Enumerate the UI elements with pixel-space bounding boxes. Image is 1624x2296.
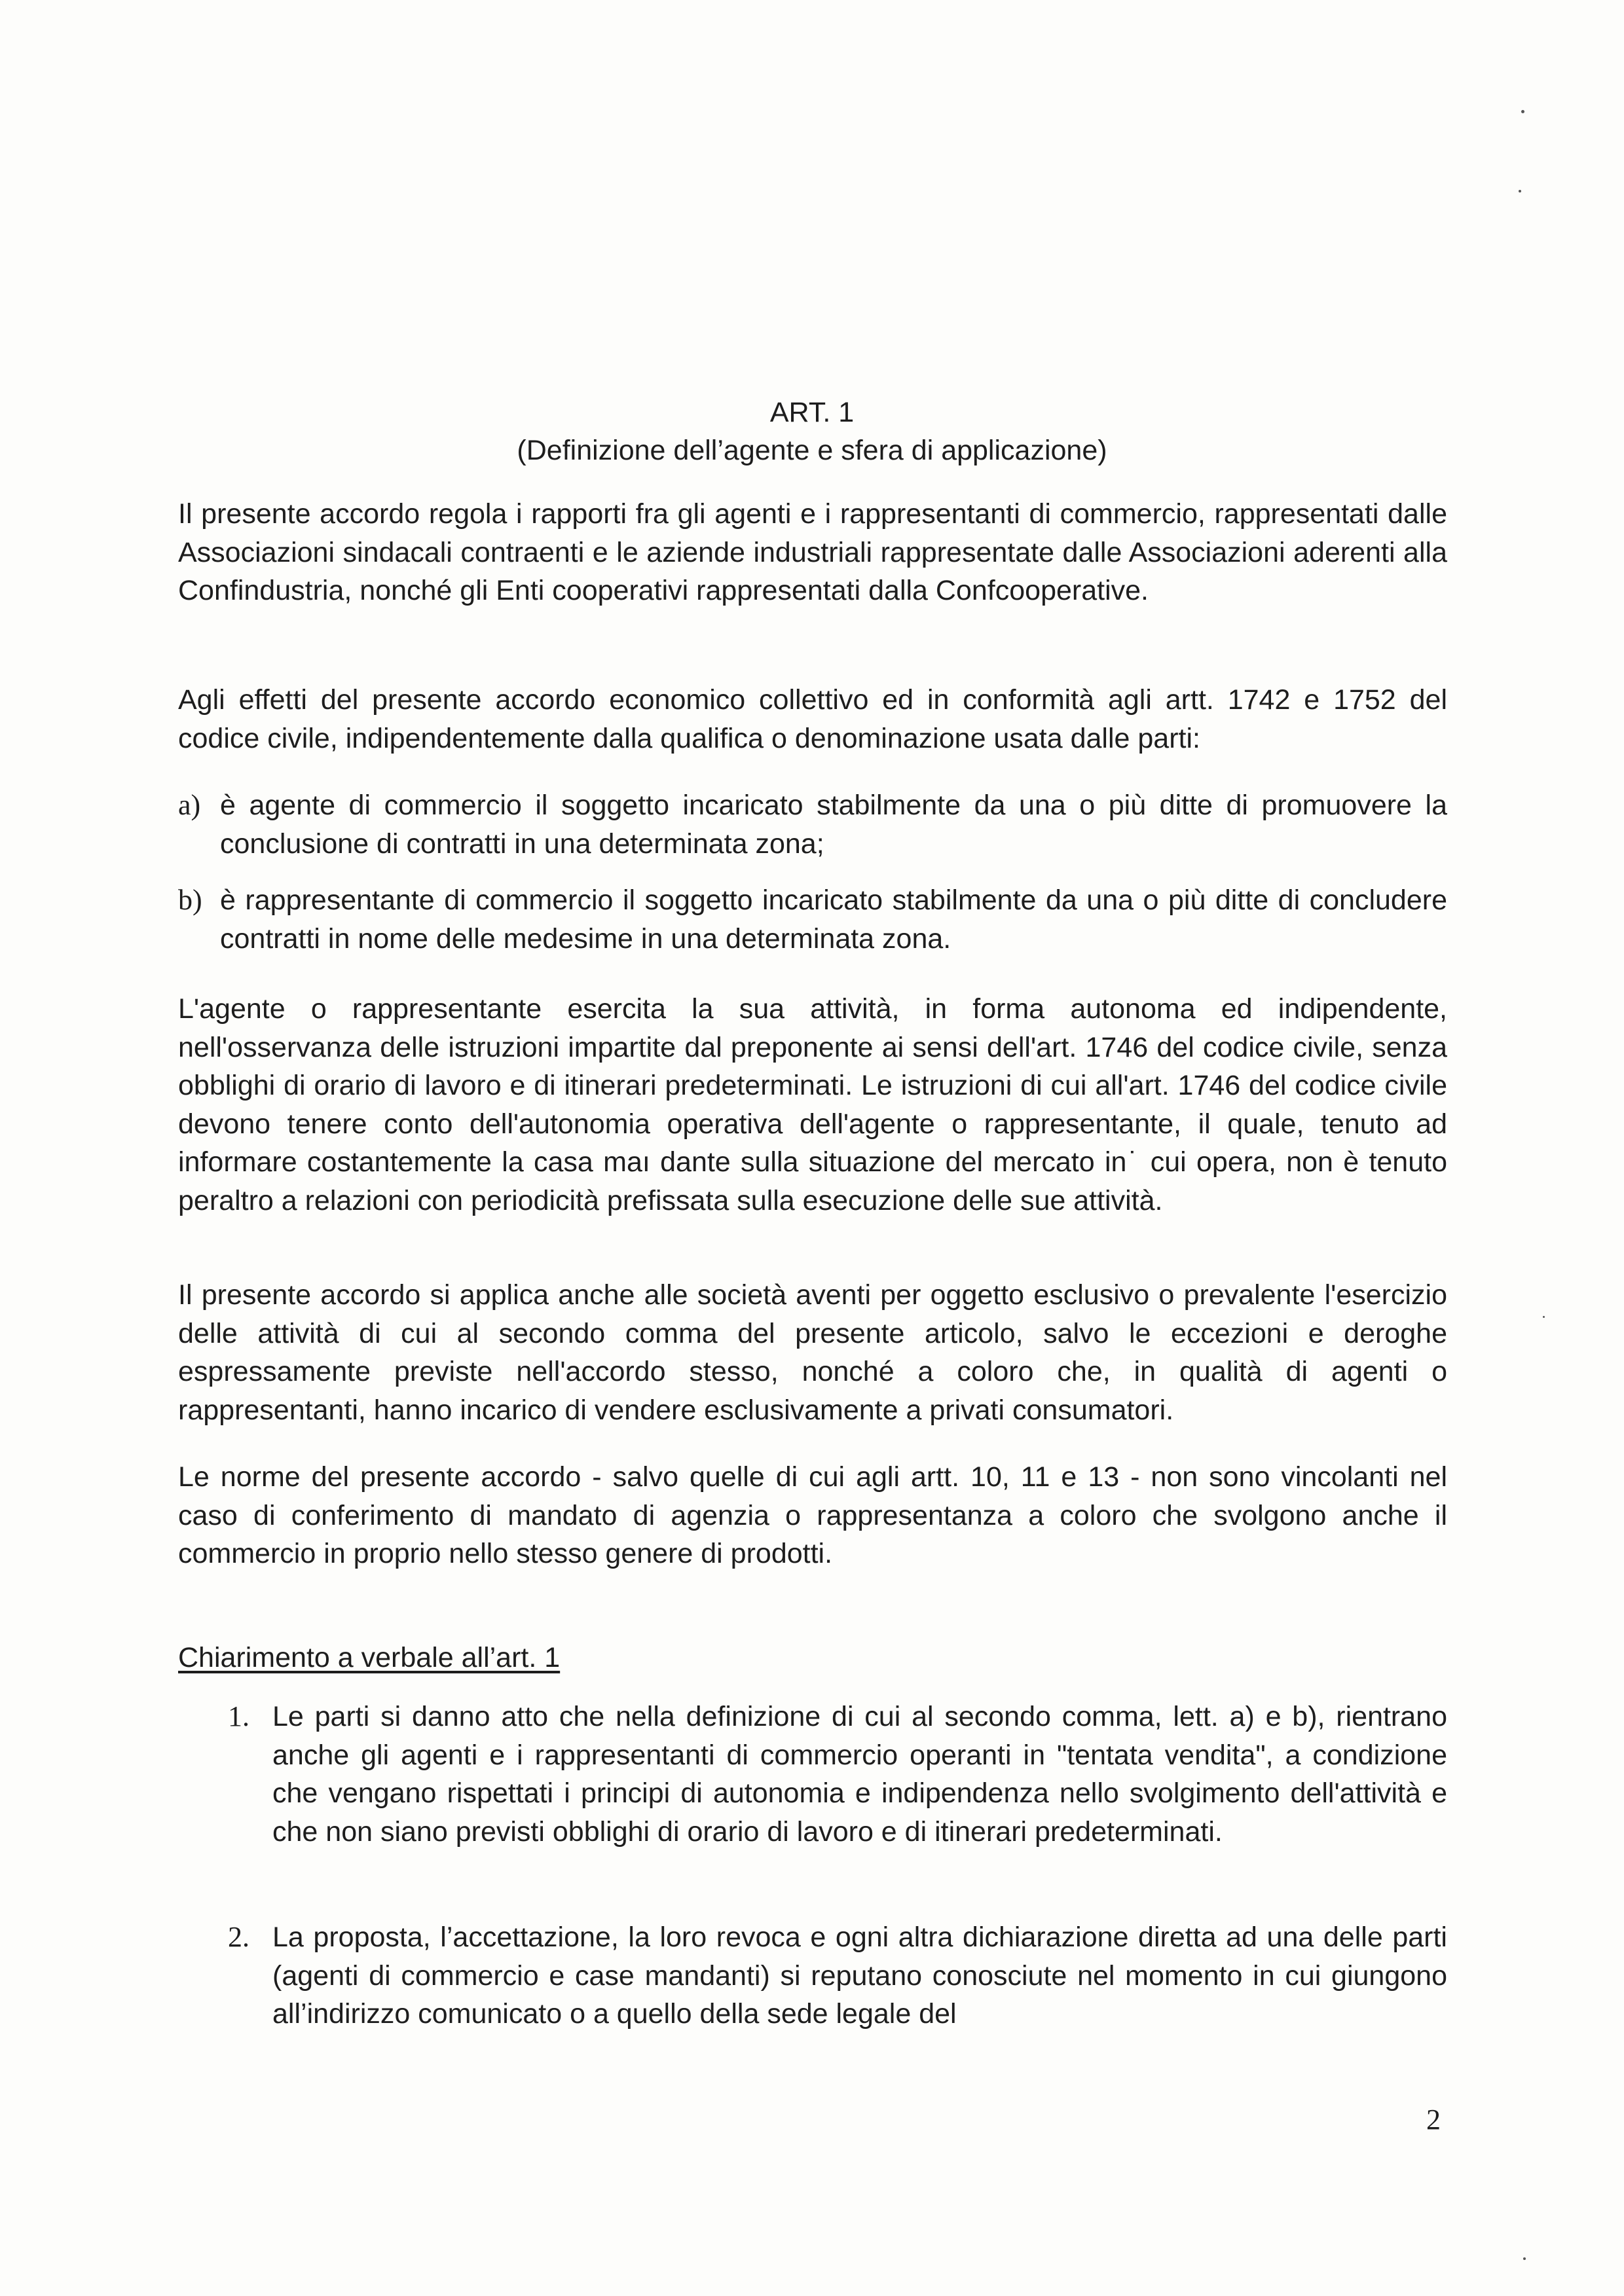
scan-speck [1519,190,1521,192]
clarification-item-1 [228,1698,1447,1894]
clarification-text-1: Le parti si danno atto che nella definizione di cui al secondo comma, lett. a) e b), rientrano anche gli agenti e i rappresentanti di commercio operanti in "tentata vendita", a condizione che vengano rispettati i principi di autonomia e indipendenza nello svolgimento dell'attività e che non siano previsti obblighi di orario di lavoro e di itinerari predeterminati. [272,1701,1447,1848]
scan-speck [1521,110,1524,113]
paragraph-companies: Il presente accordo si applica anche alle società aventi per oggetto esclusivo o prevalente l'esercizio delle attività di cui al secondo comma del presente articolo, salvo le eccezioni e deroghe espressamente previste nell'accordo stesso, nonché a coloro che, in qualità di agenti o rappresentanti, hanno incarico di vendere esclusivamente a privati consumatori. [178,1279,1447,1426]
list-item-a [178,786,1447,865]
paragraph-exclusions: Le norme del presente accordo - salvo quelle di cui agli artt. 10, 11 e 13 - non sono vincolanti nel caso di conferimento di mandato di agenzia o rappresentanza a coloro che svolgono anche il commercio in proprio nello stesso genere di prodotti. [178,1461,1447,1569]
scan-speck [1543,1316,1545,1318]
clarification-marker-2: 2. [228,1921,249,1953]
list-item-b [178,881,1447,960]
paragraph-scope: Il presente accordo regola i rapporti fra gli agenti e i rappresentanti di commercio, rappresentati dalle Associazioni sindacali contraenti e le aziende industriali rappresentate dalle Associazioni aderenti alla Confindustria, nonché gli Enti cooperativi rappresentati dalla Confcooperative. [178,498,1447,606]
clarification-text-2: La proposta, l’accettazione, la loro revoca e ogni altra dichiarazione diretta ad una delle parti (agenti di commercio e case mandanti) si reputano conosciute nel momento in cui giungono all’indirizzo comunicato o a quello della sede legale del [272,1922,1447,2030]
article-subtitle: (Definizione dell’agente e sfera di applicazione) [517,435,1107,466]
page-number: 2 [1426,2104,1441,2136]
list-marker-a: a) [178,789,201,821]
paragraph-definitions-intro: Agli effetti del presente accordo economico collettivo ed in conformità agli artt. 1742 e 1752 del codice civile, indipendentemente dalla qualifica o denominazione usata dalle parti: [178,684,1447,754]
paragraph-autonomy: L'agente o rappresentante esercita la sua attività, in forma autonoma ed indipendente, nell'osservanza delle istruzioni impartite dal preponente ai sensi dell'art. 1746 del codice civile, senza obblighi di orario di lavoro e di itinerari predeterminati. Le istruzioni di cui all'art. 1746 del codice civile devono tenere conto dell'autonomia operativa dell'agente o rappresentante, il quale, tenuto ad informare costantemente la casa maı dante sulla situazione del mercato in˙ cui opera, non è tenuto peraltro a relazioni con periodicità prefissata sulla esecuzione delle sue attività. [178,993,1447,1216]
clarification-item-2 [228,1918,1447,2036]
clarification-marker-1: 1. [228,1700,249,1732]
clarification-heading: Chiarimento a verbale all’art. 1 [178,1642,561,1673]
list-text-a: è agente di commercio il soggetto incaricato stabilmente da una o più ditte di promuovere la conclusione di contratti in una determinata zona; [220,790,1447,860]
scan-speck [1523,2257,1526,2260]
list-marker-b: b) [178,884,202,916]
article-number: ART. 1 [769,397,855,428]
list-text-b: è rappresentante di commercio il soggetto incaricato stabilmente da una o più ditte di concludere contratti in nome delle medesime in una determinata zona. [220,884,1447,955]
